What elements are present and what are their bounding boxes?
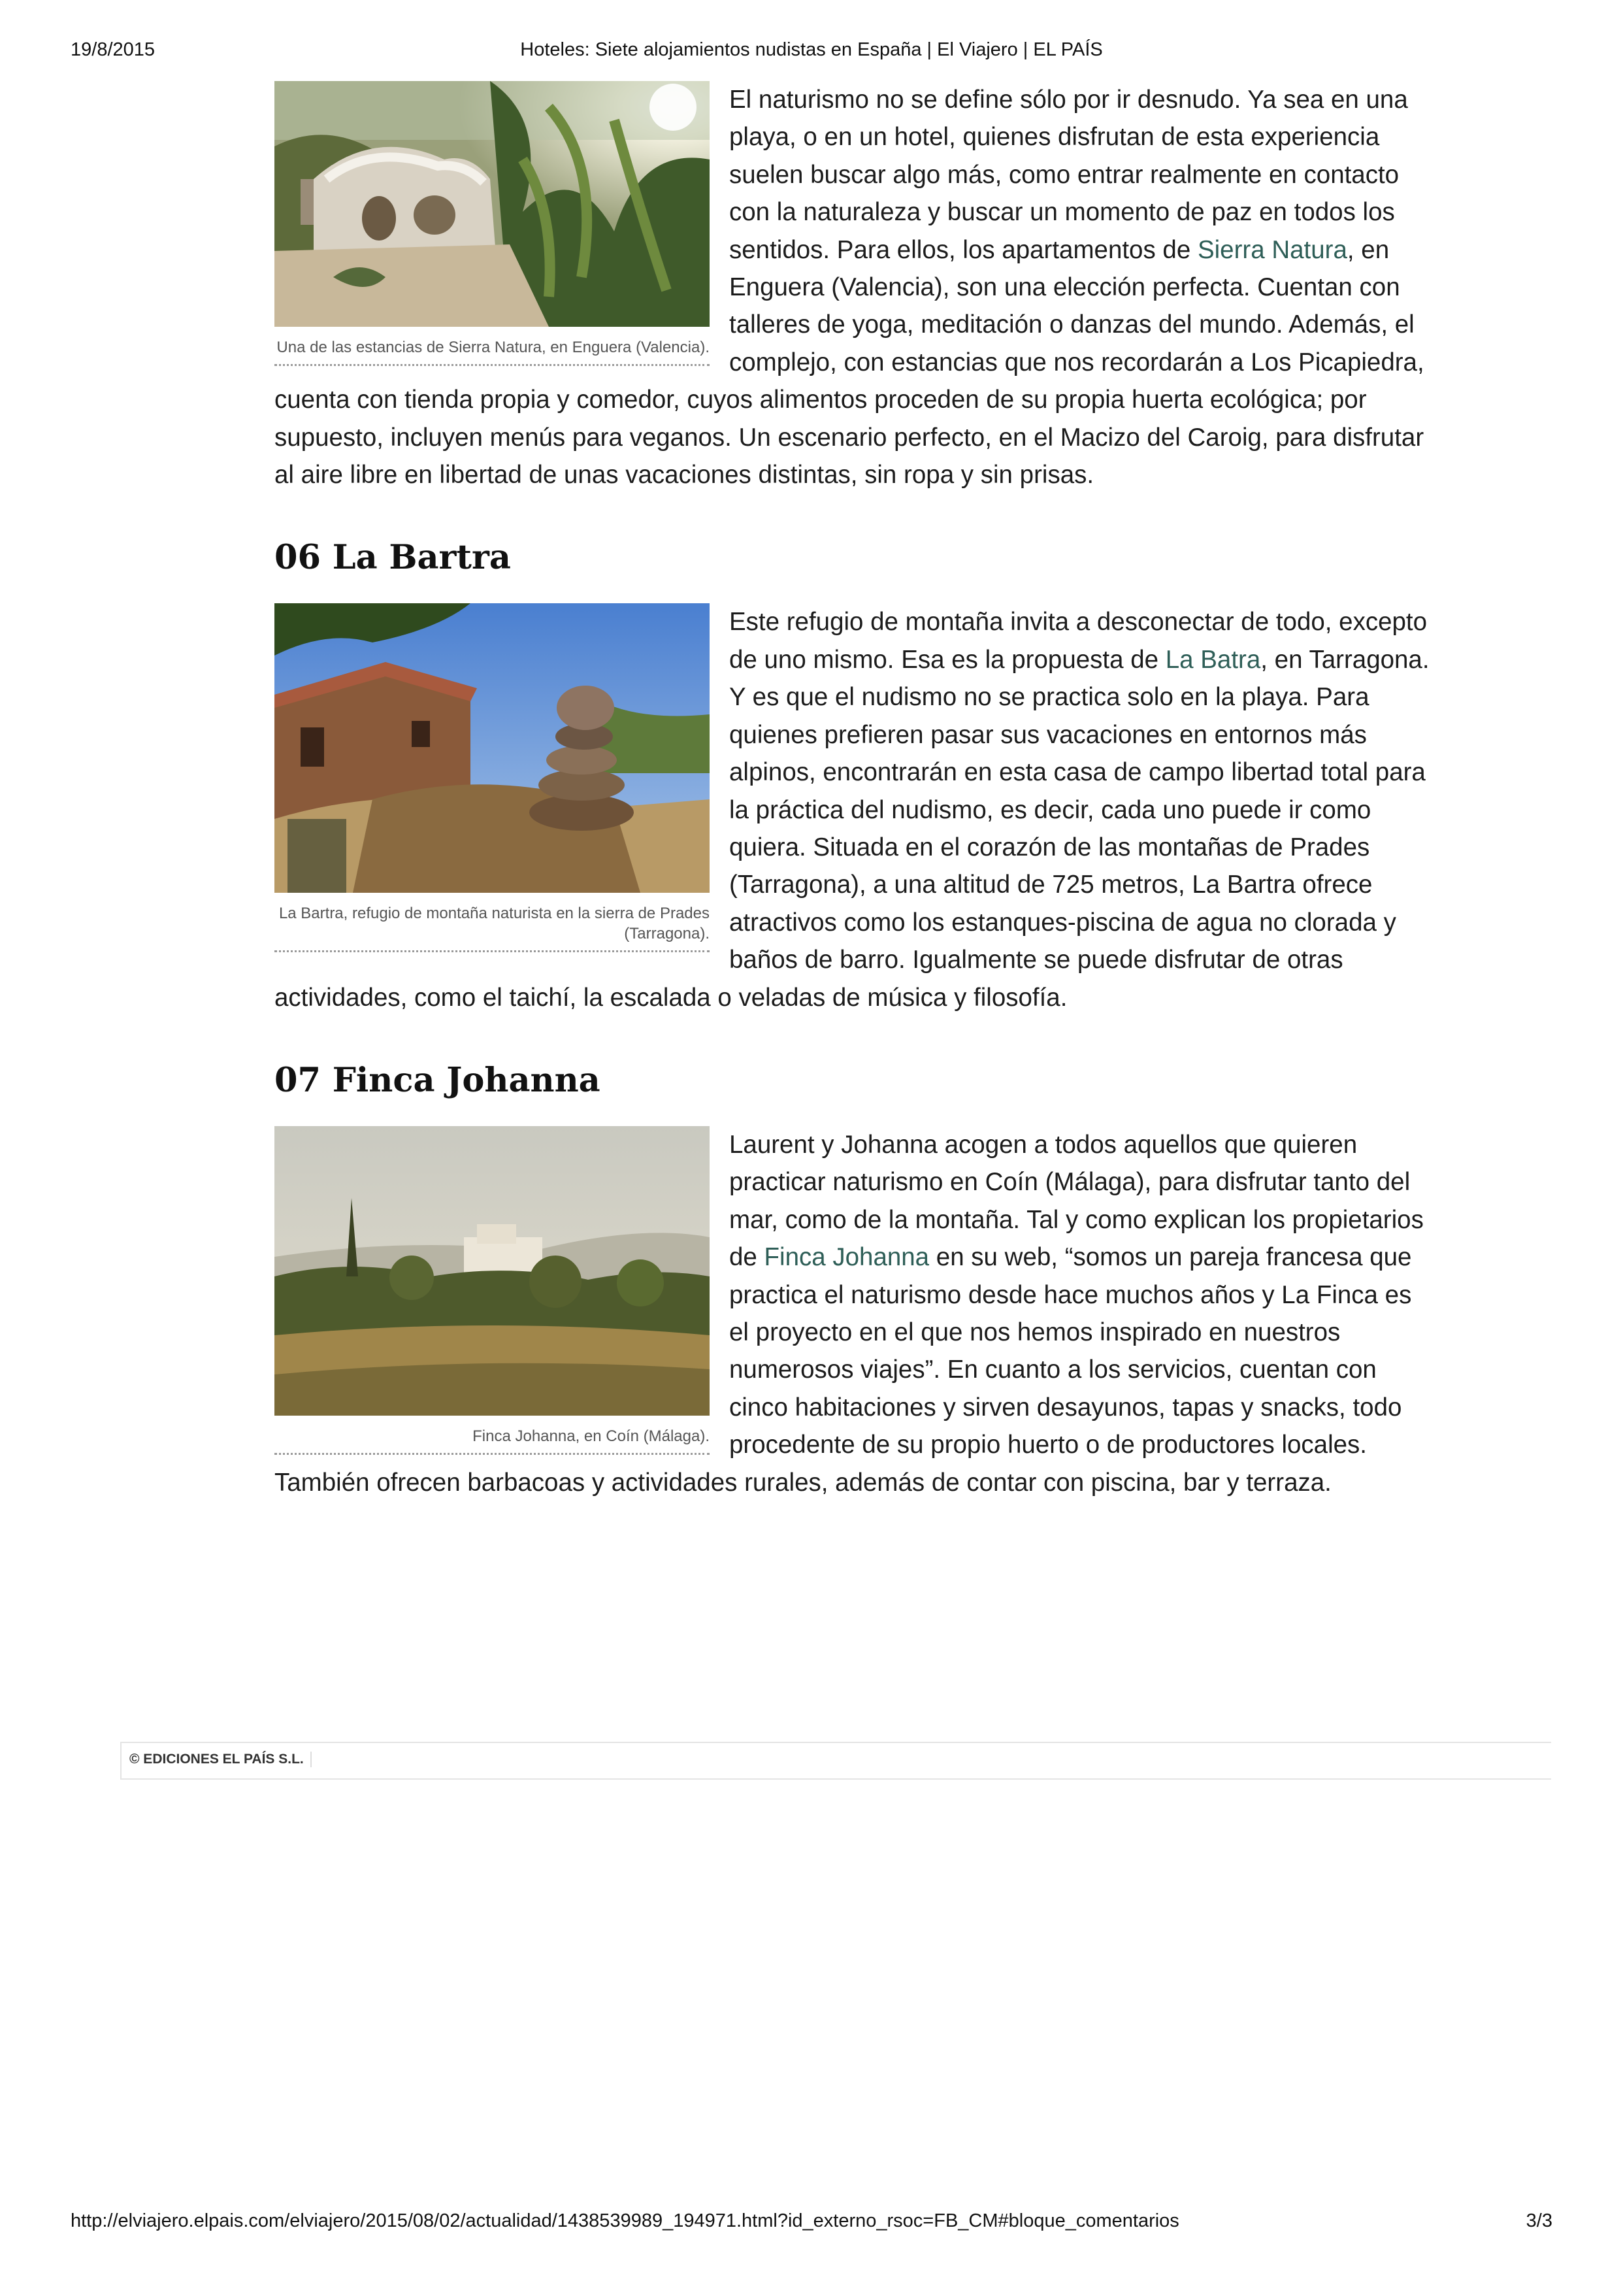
paragraph-text: El naturismo no se define sólo por ir desnudo. Ya sea en una playa, o en un hotel, quienes disfrutan de esta experiencia suelen buscar algo más, como entrar realmente en contacto con la naturaleza y buscar un momento de paz en todos los sentidos. Para ellos, los apartamentos de xyxy=(729,86,1408,264)
link-la-batra[interactable]: La Batra xyxy=(1165,645,1261,674)
paragraph-text: , en Tarragona. Y es que el nudismo no se practica solo en la playa. Para quienes prefieren pasar sus vacaciones en entornos más alpinos, encontrarán en esta casa de campo libertad total para la práctica del nudismo, es decir, cada uno puede ir como quiera. Situada en el corazón de las montañas de Prades (Tarragona), a una altitud de 725 metros, La Bartra ofrece atractivos como los estanques-piscina de agua no clorada y baños de barro. Igualmente se puede disfrutar de otras actividades, como el taichí, la escalada o veladas de música y filosofía. xyxy=(274,645,1430,1012)
link-sierra-natura[interactable]: Sierra Natura xyxy=(1197,235,1347,264)
paragraph-text: Este refugio de montaña invita a desconectar de todo, excepto de uno mismo. Esa es la propuesta de xyxy=(729,608,1427,674)
photo-sierra-natura xyxy=(274,81,710,327)
section-sierra-natura xyxy=(274,81,1437,493)
section-finca-johanna xyxy=(274,1126,1437,1501)
copyright-label[interactable]: © EDICIONES EL PAÍS S.L. xyxy=(129,1752,312,1767)
site-footer-bar xyxy=(120,1742,1551,1780)
paragraph-text: , en Enguera (Valencia), son una elección perfecta. Cuentan con talleres de yoga, meditación o danzas del mundo. Además, el complejo, con estancias que nos recordarán a Los Picapiedra, cuenta con tienda propia y comedor, cuyos alimentos proceden de su propia huerta ecológica; por supuesto, incluyen menús para veganos. Un escenario perfecto, en el Macizo del Caroig, para disfrutar al aire libre en libertad de unas vacaciones distintas, sin ropa y sin prisas. xyxy=(274,235,1424,490)
article-body xyxy=(274,81,1437,1501)
link-finca-johanna[interactable]: Finca Johanna xyxy=(764,1243,930,1272)
heading-la-bartra: 06 La Bartra xyxy=(274,538,511,578)
photo-finca-johanna xyxy=(274,1126,710,1416)
caption-la-bartra: La Bartra, refugio de montaña naturista en la sierra de Prades (Tarragona). xyxy=(274,893,710,952)
caption-finca-johanna: Finca Johanna, en Coín (Málaga). xyxy=(274,1416,710,1455)
print-page-number: 3/3 xyxy=(1526,2210,1552,2231)
figure-sierra-natura xyxy=(274,81,710,366)
print-page-title: Hoteles: Siete alojamientos nudistas en España | El Viajero | EL PAÍS xyxy=(520,39,1103,60)
print-date: 19/8/2015 xyxy=(71,39,156,60)
heading-finca-johanna: 07 Finca Johanna xyxy=(274,1060,600,1100)
print-url: http://elviajero.elpais.com/elviajero/2015/08/02/actualidad/1438539989_194971.html?id_externo_rsoc=FB_CM#bloque_comentarios xyxy=(71,2210,1179,2231)
photo-la-bartra xyxy=(274,603,710,893)
paragraph-text: en su web, “somos un pareja francesa que practica el naturismo desde hace muchos años y La Finca es el proyecto en el que nos hemos inspirado en nuestros numerosos viajes”. En cuanto a los servicios, cuentan con cinco habitaciones y sirven desayunos, tapas y snacks, todo procedente de su propio huerto o de productores locales. También ofrecen barbacoas y actividades rurales, además de contar con piscina, bar y terraza. xyxy=(274,1243,1412,1497)
caption-sierra-natura: Una de las estancias de Sierra Natura, en Enguera (Valencia). xyxy=(274,327,710,366)
paragraph-text: Laurent y Johanna acogen a todos aquellos que quieren practicar naturismo en Coín (Málaga), para disfrutar tanto del mar, como de la montaña. Tal y como explican los propietarios de xyxy=(729,1130,1424,1272)
section-la-bartra xyxy=(274,603,1437,1016)
figure-finca-johanna xyxy=(274,1126,710,1455)
figure-la-bartra xyxy=(274,603,710,952)
